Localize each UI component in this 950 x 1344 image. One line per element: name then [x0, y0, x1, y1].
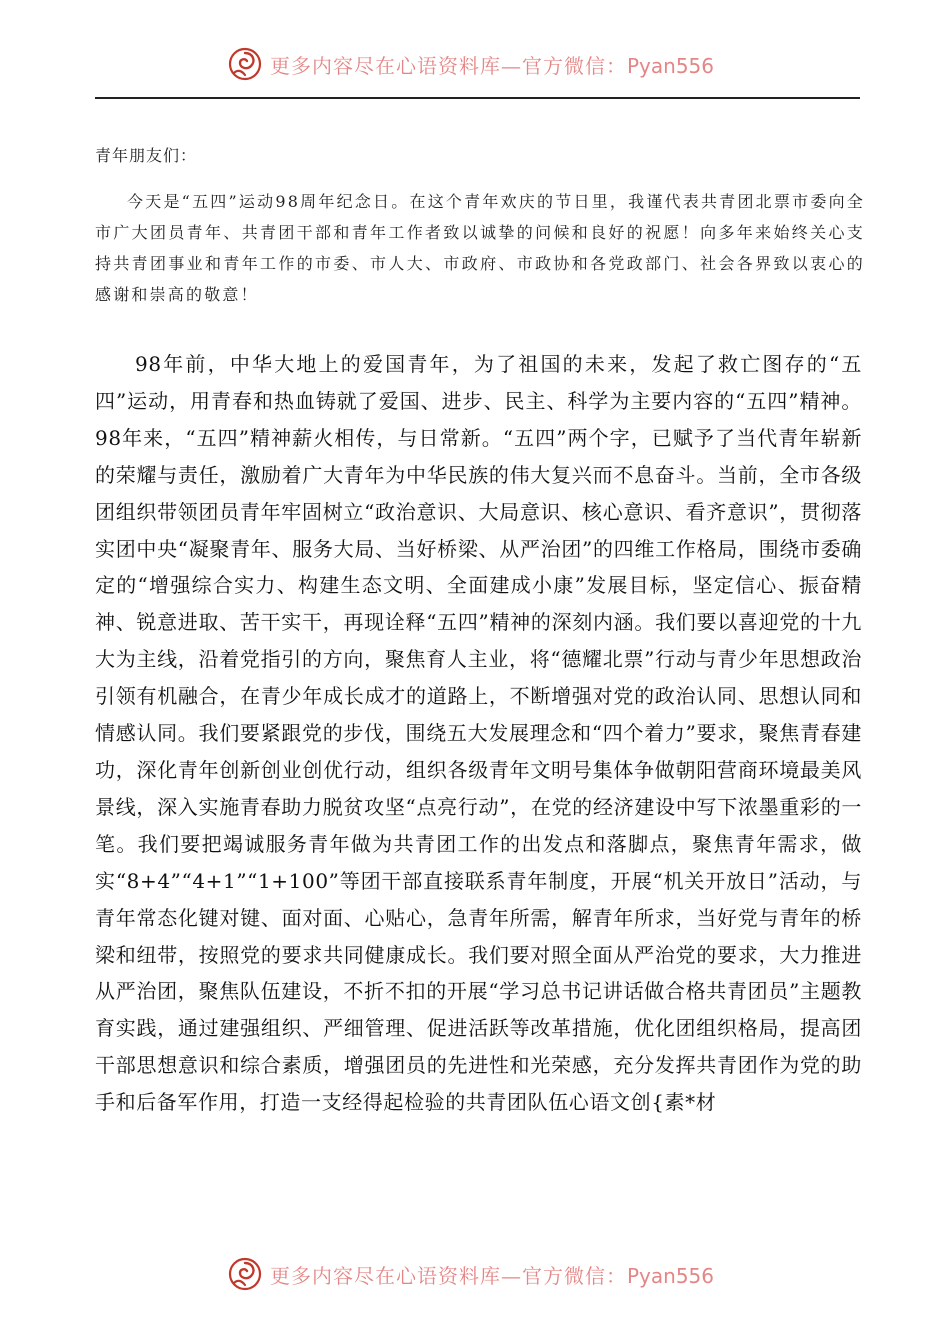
greeting: 青年朋友们： [95, 146, 198, 165]
footer-banner-main: 更多内容尽在心语资料库 [270, 1263, 501, 1288]
footer-banner-text [270, 1260, 714, 1289]
footer-banner-sep: — [501, 1263, 522, 1288]
header-banner [228, 44, 748, 84]
footer-banner-label: 官方微信： [522, 1263, 627, 1288]
intro-paragraph: 今天是“五四”运动98周年纪念日。在这个青年欢庆的节日里，我谨代表共青团北票市委向全市广大团员青年、共青团干部和青年工作者致以诚挚的问候和良好的祝愿！向多年来始终关心支持共青团事业和青年工作的市委、市人大、市政府、市政协和各党政部门、社会各界致以衷心的感谢和崇高的敬意！ [95, 192, 865, 304]
spiral-logo-icon [228, 47, 262, 81]
body-paragraph: 98年前，中华大地上的爱国青年，为了祖国的未来，发起了救亡图存的“五四”运动，用青春和热血铸就了爱国、进步、民主、科学为主要内容的“五四”精神。98年来，“五四”精神薪火相传，与日常新。“五四”两个字，已赋予了当代青年崭新的荣耀与责任，激励着广大青年为中华民族的伟大复兴而不息奋斗。当前，全市各级团组织带领团员青年牢固树立“政治意识、大局意识、核心意识、看齐意识”，贯彻落实团中央“凝聚青年、服务大局、当好桥梁、从严治团”的四维工作格局，围绕市委确定的“增强综合实力、构建生态文明、全面建成小康”发展目标，坚定信心、振奋精神、锐意进取、苦干实干，再现诠释“五四”精神的深刻内涵。我们要以喜迎党的十九大为主线，沿着党指引的方向，聚焦育人主业，将“德耀北票”行动与青少年思想政治引领有机融合，在青少年成长成才的道路上，不断增强对党的政治认同、思想认同和情感认同。我们要紧跟党的步伐，围绕五大发展理念和“四个着力”要求，聚焦青春建功，深化青年创新创业创优行动，组织各级青年文明号集体争做朝阳营商环境最美风景线，深入实施青春助力脱贫攻坚“点亮行动”，在党的经济建设中写下浓墨重彩的一笔。我们要把竭诚服务青年做为共青团工作的出发点和落脚点，聚焦青年需求，做实“8+4”“4+1”“1+100”等团干部直接联系青年制度，开展“机关开放日”活动，与青年常态化键对键、面对面、心贴心，急青年所需，解青年所求，当好党与青年的桥梁和纽带，按照党的要求共同健康成长。我们要对照全面从严治党的要求，大力推进从严治团，聚焦队伍建设，不折不扣的开展“学习总书记讲话做合格共青团员”主题教育实践，通过建强组织、严细管理、促进活跃等改革措施，优化团组织格局，提高团干部思想意识和综合素质，增强团员的先进性和光荣感，充分发挥共青团作为党的助手和后备军作用，打造一支经得起检验的共青团队伍心语文创{素*材 [95, 352, 862, 1115]
footer-wechat-id: Pyan556 [627, 1263, 715, 1288]
header-banner-label: 官方微信： [522, 53, 627, 78]
spiral-logo-icon [228, 1257, 262, 1291]
header-wechat-id: Pyan556 [627, 53, 715, 78]
header-banner-text [270, 50, 714, 79]
header-divider [95, 97, 860, 99]
header-banner-sep: — [501, 53, 522, 78]
footer-banner [228, 1254, 748, 1294]
header-banner-main: 更多内容尽在心语资料库 [270, 53, 501, 78]
